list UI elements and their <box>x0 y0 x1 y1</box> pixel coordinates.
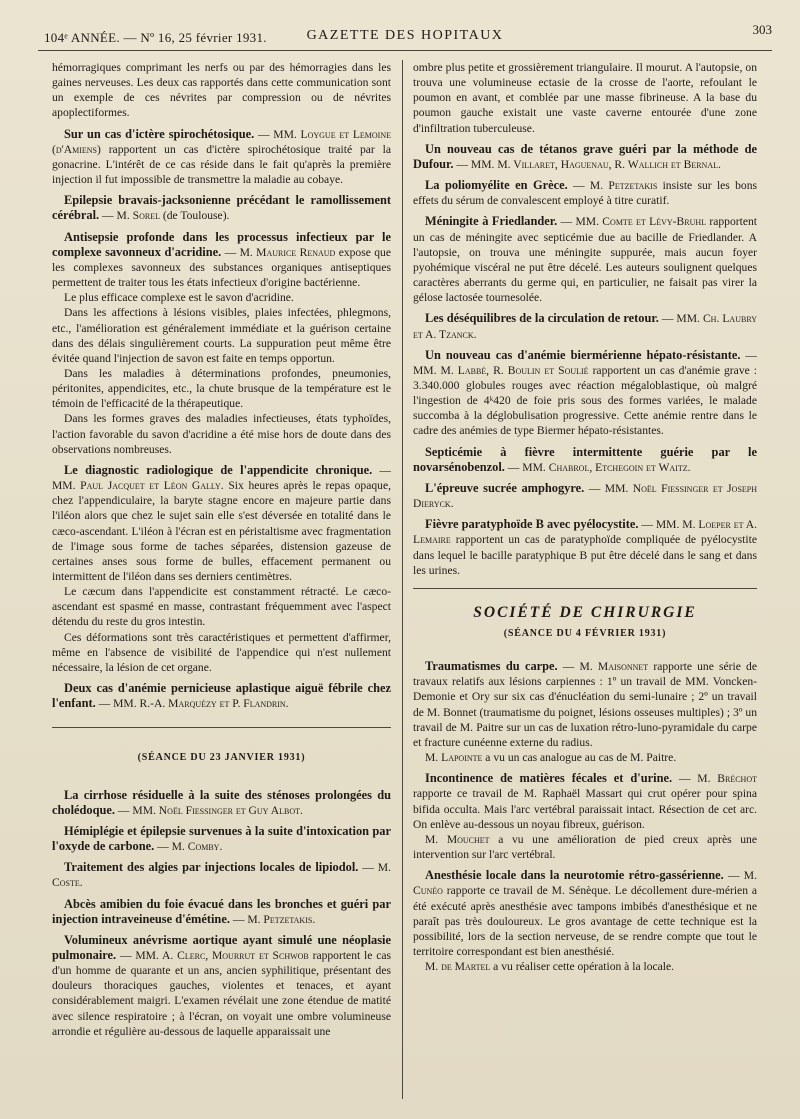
entry-septicemie <box>413 445 757 475</box>
entry-title: La cirrhose résiduelle à la suite des sténoses prolongées du cholédoque. <box>52 787 391 817</box>
entry-body: rapportent un cas de paratyphoïde compliquée de pyélocystite dans lequel le bacille paratyphique B put être décelé dans le sang et dans les urines. <box>413 533 757 577</box>
entry-body: a vu une amélioration de pied creux après une intervention sur l'arc vertébral. <box>413 832 757 862</box>
paragraph: Ces déformations sont très caractéristiques et permettent d'affirmer, même en l'absence de visibilité de l'appendice qui n'est nullement nécessaire, la lésion de cet organe. <box>52 630 391 674</box>
entry-cirrhose <box>52 788 391 818</box>
paragraph: Dans les formes graves des maladies infectieuses, états typhoïdes, l'action favorable du savon d'acridine a été mise hors de doute dans des observations nombreuses. <box>52 412 391 456</box>
entry-authors: M. de Martel <box>425 960 491 974</box>
entry-authors: — M. Maurice Renaud <box>221 245 336 259</box>
paragraph: Le plus efficace complexe est le savon d'acridine. <box>64 291 294 305</box>
entry-carpe <box>413 659 757 765</box>
entry-title: Un nouveau cas de tétanos grave guéri par la méthode de Dufour. <box>413 141 757 171</box>
entry-title: Sur un cas d'ictère spirochétosique. <box>64 126 255 141</box>
entry-title: Incontinence de matières fécales et d'urine. <box>425 771 673 786</box>
paragraph: Le cæcum dans l'appendicite est constamment rétracté. Le cæco-ascendant est spasmé en masse, contrastant fréquemment avec l'aspect détendu du reste du gros intestin. <box>52 585 391 629</box>
entry-authors: — M. Petzetakis. <box>229 912 316 926</box>
entry-tetanos <box>413 142 757 172</box>
entry-hemiplegie <box>52 824 391 854</box>
entry-authors: — MM. Noël Fiessinger et Guy Albot. <box>115 803 303 817</box>
entry-ictere <box>52 127 391 188</box>
entry-authors: — MM. A. Clerc, Mourrut et Schwob <box>116 948 309 962</box>
entry-diagnostic <box>52 463 391 675</box>
entry-authors: — MM. M. Loeper et A. Lemaire <box>413 518 757 547</box>
entry-algies <box>52 860 391 890</box>
entry-body: a vu un cas analogue au cas de M. Paitre. <box>482 751 677 765</box>
entry-authors: M. Lapointe <box>425 751 483 765</box>
entry-authors: — M. Comby. <box>154 840 223 854</box>
entry-authors: — MM. Noël Fiessinger et Joseph Dieryck. <box>413 481 757 511</box>
entry-title: Les déséquilibres de la circulation de retour. <box>425 311 659 326</box>
entry-title: Septicémie à fièvre intermittente guérie par le novarsénobenzol. <box>413 444 757 474</box>
entry-title: Hémiplégie et épilepsie survenues à la suite d'intoxication par l'oxyde de carbone. <box>52 823 391 854</box>
entry-authors: — MM. M. Labbé, R. Boulin et Soulié <box>413 348 757 377</box>
entry-authors: — M. Cunéo <box>413 869 757 898</box>
entry-body: rapportent le cas d'un homme de quarante et un ans, ancien syphilitique, présentant des douleurs thoraciques gauches, violentes et tenaces, et ayant considérablement maigri. L'examen révélait une zone étendue de matité avec silence respiratoire ; à l'écran, on voyait une ombre volumineuse arrondie et régulière au-dessous de laquelle apparaissait une <box>52 948 391 1038</box>
entry-body: rapporte ce travail de M. Raphaël Massart qui crut opérer pour spina bifida occulta. Mais l'arc vertébral paraissait intact. Résection de cet arc. On enlève au-dessous un noyau fibreux, guérison. <box>413 787 757 831</box>
entry-body: rapporte une série de travaux relatifs aux lésions carpiennes : 1º un travail de MM. Voncken-Demonie et Ory sur six cas d'énucléation du semi-lunaire ; 2º un travail de M. Bonnet (traumatisme du poignet, lésions osseuses multiples) ; 3º un travail de M. Paitre sur un cas de luxation rétro-luno-pyramidale du carpe et fracture cunéenne externe du radius. <box>413 660 757 749</box>
entry-body: rapportent un cas d'ictère spirochétosique traité par la gonacrine. L'intérêt de ce cas réside dans le fait qu'après la première injection il fut impossible de transmettre la maladie au cobaye. <box>52 142 391 187</box>
entry-title: Méningite à Friedlander. <box>425 214 558 229</box>
issue-info: 104ᵉ ANNÉE. — Nº 16, 25 février 1931. <box>44 30 267 45</box>
entry-title: L'épreuve sucrée amphogyre. <box>425 480 585 495</box>
page-number: 303 <box>752 22 772 37</box>
entry-authors: — M. Coste. <box>52 861 391 890</box>
entry-title: Traumatismes du carpe. <box>425 659 558 674</box>
entry-circulation <box>413 311 757 341</box>
entry-body: a vu réaliser cette opération à la locale. <box>490 960 675 974</box>
entry-title: La poliomyélite en Grèce. <box>425 178 568 193</box>
entry-body: rapportent un cas d'anémie grave : 3.340.000 globules rouges avec réaction mégaloblastique, où malgré l'ingestion de 4ᵏ420 de foie pris sous des formes variées, le malade succomba à la déglobulisation progressive. Cette anémie rentre dans le cadre des anémies de type Biermer hépato-résistantes. <box>413 363 757 438</box>
entry-body: Six heures après le repas opaque, chez l'appendiculaire, la baryte stagne encore en majeure partie dans l'iléon alors que chez le sujet sain elle s'est déversée en totalité dans le cæco-ascendant. L'iléon à l'écran est en péristaltisme avec fragmentation de l'image sous forme de taches séparées, distension gazeuse de certaines anses sous forme de bulles, effacement permanent ou intermittent de l'iléon dans ses derniers centimètres. <box>52 479 391 583</box>
entry-anevrisme <box>52 933 391 1039</box>
entry-authors: — MM. Chabrol, Etchegoin et Waitz. <box>504 460 691 474</box>
entry-authors: — MM. R.-A. Marquézy et P. Flandrin. <box>95 697 289 711</box>
entry-authors: — MM. Paul Jacquet et Léon Gally. <box>52 463 391 493</box>
entry-body: (de Toulouse). <box>159 209 230 223</box>
entry-authors: — M. Bréchot <box>672 772 757 786</box>
page-header <box>38 22 772 51</box>
right-intro-paragraph: ombre plus petite et grossièrement triangulaire. Il mourut. A l'autopsie, on trouva une volumineuse ectasie de la crosse de l'aorte, refoulant le poumon en avant, et comblée par une masse fibrineuse. A la base du poumon gauche existait une vaste caverne entourée d'une zone d'infiltration tuberculeuse. <box>413 61 757 135</box>
entry-anemie-enfant <box>52 681 391 711</box>
paragraph: Dans les affections à lésions visibles, plaies infectées, phlegmons, etc., l'amélioration est généralement immédiate et la guérison certaine dans des délais singulièrement courts. La suppuration peut même être évitée quand l'injection de savon est faite en temps opportun. <box>52 306 391 365</box>
entry-body: rapportent un cas de méningite avec septicémie due au bacille de Friedlander. A l'autopsie, on trouva une méningite suppurée, mais aucun foyer pyohémique viscéral ne put être décelé. Les auteurs soulignent quelques caractères aberrants du germe qui, en particulier, ne faisait pas virer la gélose lactosée tournesolée. <box>413 215 757 305</box>
left-intro-paragraph: hémorragiques comprimant les nerfs ou par des hémorragies dans les gaines nerveuses. Les deux cas rapportés dans cette communication sont un exemple de ces névrites par compression ou de névrites apoplectiformes. <box>52 61 391 120</box>
entry-authors: — M. Maisonnet <box>557 660 649 674</box>
column-divider <box>402 60 403 1099</box>
entry-title: Epilepsie bravais-jacksonienne précédant le ramollissement cérébral. <box>52 193 391 223</box>
society-session: (SÉANCE DU 4 FÉVRIER 1931) <box>503 628 667 639</box>
entry-title: Un nouveau cas d'anémie biermérienne hépato-résistante. <box>425 347 741 362</box>
entry-authors: — MM. Comte et Lévy-Bruhl <box>557 215 707 229</box>
entry-epreuve-sucree <box>413 481 757 511</box>
entry-title: Antisepsie profonde dans les processus infectieux par le complexe savonneux d'acridine. <box>52 229 391 259</box>
entry-title: Anesthésie locale dans la neurotomie rétro-gassérienne. <box>425 868 724 883</box>
entry-poliomyelite <box>413 178 757 208</box>
entry-authors: — MM. Ch. Laubry et A. Tzanck. <box>413 312 757 341</box>
paragraph: Dans les maladies à déterminations profondes, pneumonies, péritonites, appendicites, etc., la chute brusque de la température est le témoin de l'efficacité de la thérapeutique. <box>52 366 391 411</box>
entry-body: rapporte ce travail de M. Sénèque. Le décollement dure-mérien a été exécuté après anesthésie avec tampons imbibés d'anesthésique et ne paraît pas très douloureux. Le gros avantage de cette technique est la possibilité, lors de la section nerveuse, de se rendre compte que tout le territoire correspondant est bien anesthésié. <box>413 884 757 958</box>
entry-title: Volumineux anévrisme aortique ayant simulé une néoplasie pulmonaire. <box>52 932 391 962</box>
section-rule <box>413 588 757 589</box>
entry-title: Fièvre paratyphoïde B avec pyélocystite. <box>425 517 639 532</box>
right-column <box>413 60 757 1099</box>
entry-abces <box>52 897 391 927</box>
entry-authors: M. Mouchet <box>425 832 490 846</box>
left-column <box>52 60 391 1099</box>
entry-paratyphoide <box>413 517 757 578</box>
entry-authors: — M. Sorel <box>99 209 160 223</box>
entry-body: expose que les complexes savonneux des substances organiques antiseptiques permettent de traiter tous les états infectieux d'origine bactérienne. <box>52 245 391 290</box>
entry-title: Traitement des algies par injections locales de lipiodol. <box>64 860 359 875</box>
entry-antisepsie <box>52 230 391 457</box>
entry-body: insiste sur les bons effets du sérum de convalescent employé à titre curatif. <box>413 179 757 208</box>
session-heading: (SÉANCE DU 23 JANVIER 1931) <box>52 727 391 765</box>
entry-epilepsie <box>52 193 391 223</box>
entry-meningite <box>413 214 757 305</box>
entry-authors: — MM. Loygue et Lemoine (d'Amiens) <box>52 127 391 156</box>
entry-authors: — M. Petzetakis <box>567 179 658 193</box>
journal-title: GAZETTE DES HOPITAUX <box>306 28 504 43</box>
entry-anesthesie <box>413 868 757 974</box>
entry-title: Le diagnostic radiologique de l'appendicite chronique. <box>64 462 373 477</box>
entry-incontinence <box>413 771 757 862</box>
entry-anemie-biermerienne <box>413 348 757 439</box>
society-heading: SOCIÉTÉ DE CHIRURGIE <box>473 603 697 621</box>
entry-title: Abcès amibien du foie évacué dans les bronches et guéri par injection intraveineuse d'émétine. <box>52 896 391 926</box>
entry-title: Deux cas d'anémie pernicieuse aplastique aiguë fébrile chez l'enfant. <box>52 681 391 711</box>
entry-authors: — MM. M. Villaret, Haguenau, R. Wallich et Bernal. <box>453 157 721 171</box>
